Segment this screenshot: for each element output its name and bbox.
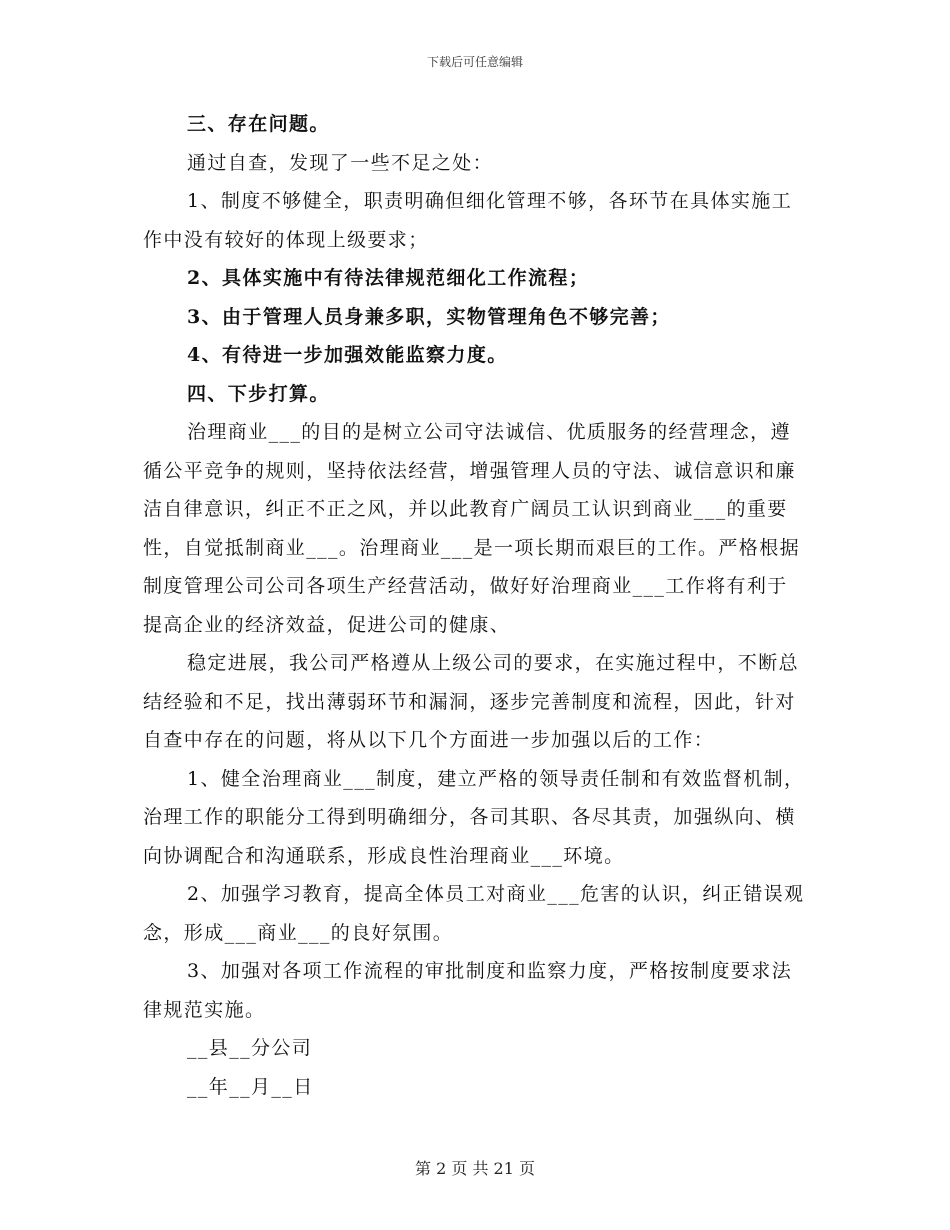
paragraph-plan-purpose: 治理商业___的目的是树立公司守法诚信、优质服务的经营理念，遵循公平竞争的规则，坚持依法经营，增强管理人员的守法、诚信意识和廉洁自律意识，纠正不正之风，并以此教育广阔员工认识到商业___的重要性，自觉抵制商业___。治理商业___是一项长期而艰巨的工作。严格根据制度管理公司公司各项生产经营活动，做好好治理商业___工作将有利于提高企业的经济效益，促进公司的健康、	[143, 421, 801, 636]
paragraph-problem-4: 4、有待进一步加强效能监察力度。	[187, 344, 508, 366]
paragraph-plan-progress: 稳定进展，我公司严格遵从上级公司的要求，在实施过程中，不断总结经验和不足，找出薄弱环节和漏洞，逐步完善制度和流程，因此，针对自查中存在的问题，将从以下几个方面进一步加强以后的工作：	[143, 652, 800, 751]
paragraph-plan-2: 2、加强学习教育，提高全体员工对商业___危害的认识，纠正错误观念，形成___商业___的良好氛围。	[143, 883, 805, 944]
paragraph-section-3-heading: 三、存在问题。	[187, 113, 330, 135]
signature-date: __年__月__日	[187, 1075, 314, 1098]
paragraph-plan-1: 1、健全治理商业___制度，建立严格的领导责任制和有效监督机制，治理工作的职能分工得到明确细分，各司其职、各尽其责，加强纵向、横向协调配合和沟通联系，形成良性治理商业___环境。	[143, 767, 805, 867]
paragraph-plan-3: 3、加强对各项工作流程的审批制度和监察力度，严格按制度要求法律规范实施。	[143, 960, 793, 1021]
paragraph-problem-2: 2、具体实施中有待法律规范细化工作流程；	[187, 267, 590, 289]
paragraph-problem-1: 1、制度不够健全，职责明确但细化管理不够，各环节在具体实施工作中没有较好的体现上级要求；	[143, 190, 793, 251]
page-number: 第 2 页 共 21 页	[415, 1159, 535, 1178]
document-body	[143, 105, 805, 1106]
paragraph-problem-3: 3、由于管理人员身兼多职，实物管理角色不够完善；	[187, 305, 671, 328]
page-header: 下载后可任意编辑	[426, 55, 523, 69]
signature-branch: __县__分公司	[187, 1037, 313, 1059]
paragraph-intro: 通过自查，发现了一些不足之处：	[187, 151, 494, 174]
paragraph-section-4-heading: 四、下步打算。	[187, 382, 330, 405]
